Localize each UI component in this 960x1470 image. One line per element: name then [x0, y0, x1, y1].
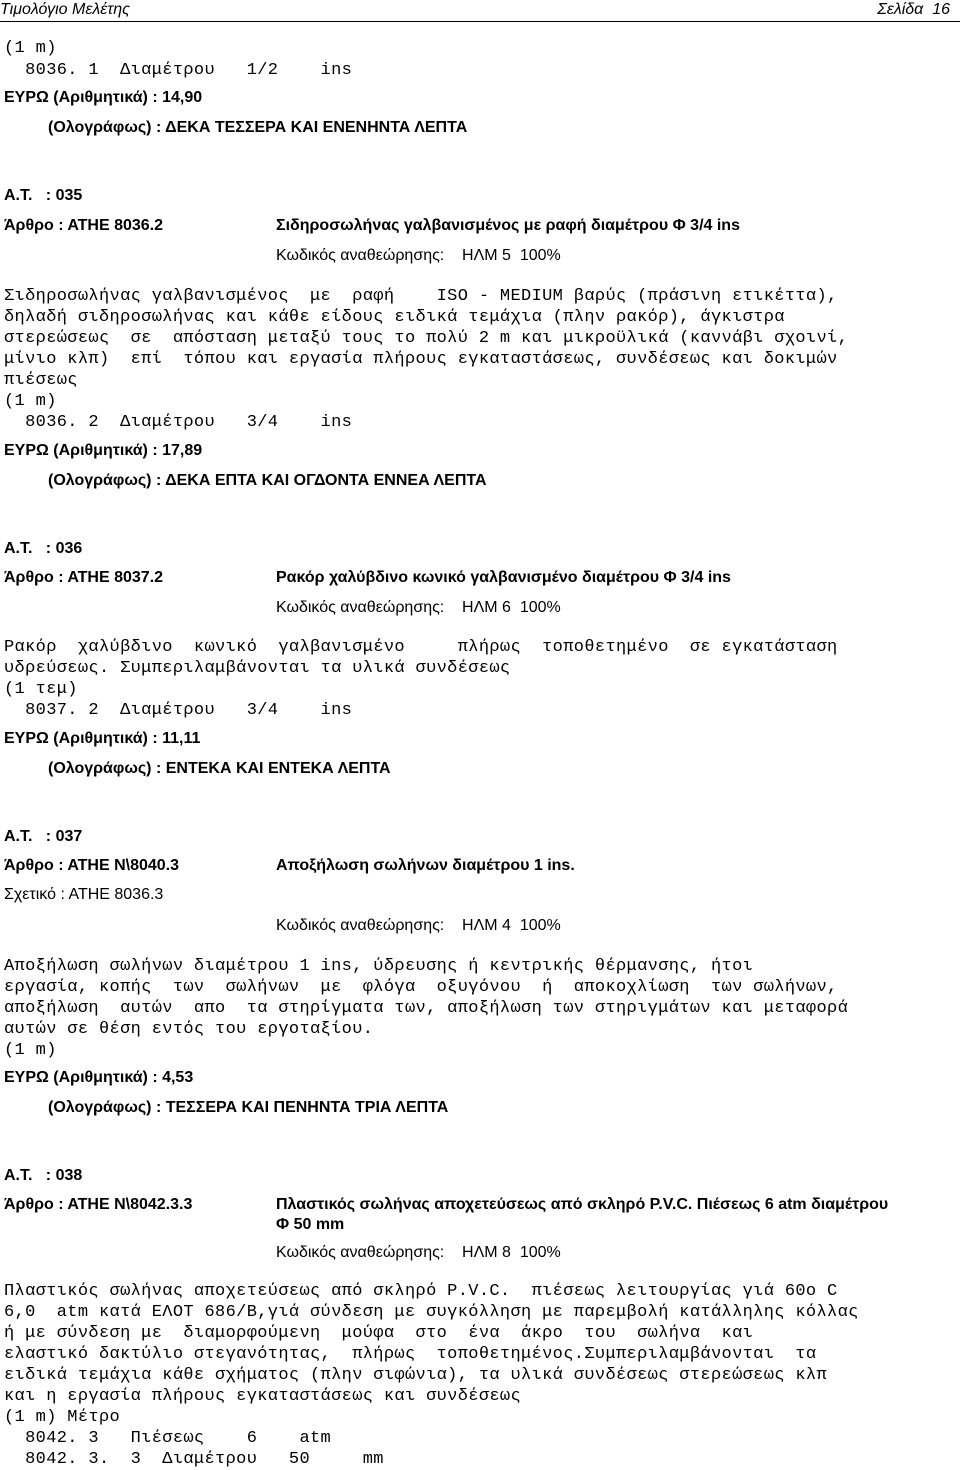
price-words: (Ολογράφως) : ΔΕΚΑ ΤΕΣΣΕΡΑ ΚΑΙ ΕΝΕΝΗΝΤΑ ΛΕΠΤΑ [48, 119, 468, 136]
item-title: Πλαστικός σωλήνας αποχετεύσεως από σκληρό P.V.C. Πιέσεως 6 atm διαμέτρου [276, 1196, 889, 1213]
unit-label: (1 m) [4, 1041, 57, 1060]
desc-line: στερεώσεως σε απόσταση μεταξύ τους το πολύ 2 m και μικροϋλικά (καννάβι σχοινί, [4, 329, 849, 348]
desc-line: Σιδηροσωλήνας γαλβανισμένος με ραφή ISO - MEDIUM βαρύς (πράσινη ετικέττα), [4, 287, 838, 306]
revision-code: Κωδικός αναθεώρησης: ΗΛΜ 6 100% [276, 599, 561, 616]
variant-line: 8036. 2 Διαμέτρου 3/4 ins [4, 413, 353, 432]
item-code: Α.Τ. : 036 [4, 540, 83, 557]
revision-code: Κωδικός αναθεώρησης: ΗΛΜ 8 100% [276, 1244, 561, 1261]
item-article: Άρθρο : ΑΤΗΕ 8037.2 [4, 569, 164, 586]
revision-code: Κωδικός αναθεώρησης: ΗΛΜ 4 100% [276, 917, 561, 934]
item-title: Σιδηροσωλήνας γαλβανισμένος με ραφή διαμέτρου Φ 3/4 ins [276, 217, 740, 234]
item-article: Άρθρο : ΑΤΗΕ Ν\8040.3 [4, 857, 180, 874]
desc-line: 6,0 atm κατά ΕΛΟΤ 686/Β,γιά σύνδεση με συγκόλληση με παρεμβολή κατάλληλης κόλλας [4, 1303, 859, 1322]
desc-line: ελαστικό δακτύλιο στεγανότητας, πλήρως τοποθετημένος.Συμπεριλαμβάνονται τα [4, 1345, 817, 1364]
item-title: Ρακόρ χαλύβδινο κωνικό γαλβανισμένο διαμέτρου Φ 3/4 ins [276, 569, 731, 586]
desc-line: Ρακόρ χαλύβδινο κωνικό γαλβανισμένο πλήρως τοποθετημένο σε εγκατάσταση [4, 638, 838, 657]
variant-line: 8042. 3 Πιέσεως 6 atm [4, 1429, 332, 1448]
price-numeric: ΕΥΡΩ (Αριθμητικά) : 17,89 [4, 442, 203, 459]
desc-line: Αποξήλωση σωλήνων διαμέτρου 1 ins, ύδρευσης ή κεντρικής θέρμανσης, ήτοι [4, 957, 754, 976]
desc-line: και η εργασία πλήρους εγκαταστάσεως και συνδέσεως [4, 1387, 522, 1406]
price-numeric: ΕΥΡΩ (Αριθμητικά) : 14,90 [4, 89, 203, 106]
desc-line: Πλαστικός σωλήνας αποχετεύσεως από σκληρό P.V.C. πιέσεως λειτουργίας γιά 60o C [4, 1282, 838, 1301]
header-divider [0, 21, 960, 22]
unit-label: (1 m) [4, 39, 57, 58]
revision-code: Κωδικός αναθεώρησης: ΗΛΜ 5 100% [276, 247, 561, 264]
desc-line: δηλαδή σιδηροσωλήνας και κάθε είδους ειδικά τεμάχια (πλην ρακόρ), άγκιστρα [4, 308, 785, 327]
desc-line: αυτών σε θέση εντός του εργοταξίου. [4, 1020, 374, 1039]
page-number: Σελίδα 16 [877, 1, 950, 18]
variant-line: 8037. 2 Διαμέτρου 3/4 ins [4, 701, 353, 720]
unit-label: (1 m) Μέτρο [4, 1408, 121, 1427]
desc-line: αποξήλωση αυτών απο τα στηρίγματα των, αποξήλωση των στηριγμάτων και μεταφορά [4, 999, 849, 1018]
desc-line: υδρεύσεως. Συμπεριλαμβάνονται τα υλικά συνδέσεως [4, 659, 511, 678]
item-code: Α.Τ. : 035 [4, 187, 83, 204]
variant-line: 8036. 1 Διαμέτρου 1/2 ins [4, 61, 353, 80]
desc-line: ή με σύνδεση με διαμορφούμενη μούφα στο ένα άκρο του σωλήνα και [4, 1324, 754, 1343]
desc-line: πιέσεως [4, 371, 78, 390]
document-title: Τιμολόγιο Μελέτης [0, 1, 130, 18]
desc-line: ειδικά τεμάχια κάθε σχήματος (πλην σιφώνια), τα υλικά συνδέσεως στερεώσεως κλπ [4, 1366, 828, 1385]
item-code: Α.Τ. : 038 [4, 1167, 83, 1184]
related-article: Σχετικό : ΑΤΗΕ 8036.3 [4, 886, 164, 903]
item-title-continued: Φ 50 mm [276, 1216, 345, 1233]
item-title: Αποξήλωση σωλήνων διαμέτρου 1 ins. [276, 857, 575, 874]
item-article: Άρθρο : ΑΤΗΕ Ν\8042.3.3 [4, 1196, 193, 1213]
desc-line: μίνιο κλπ) επί τόπου και εργασία πλήρους εγκαταστάσεως, συνδέσεως και δοκιμών [4, 350, 838, 369]
desc-line: εργασία, κοπής των σωλήνων με φλόγα οξυγόνου ή αποκοχλίωση των σωλήνων, [4, 978, 838, 997]
price-words: (Ολογράφως) : ΕΝΤΕΚΑ ΚΑΙ ΕΝΤΕΚΑ ΛΕΠΤΑ [48, 760, 391, 777]
price-numeric: ΕΥΡΩ (Αριθμητικά) : 11,11 [4, 730, 201, 747]
price-words: (Ολογράφως) : ΤΕΣΣΕΡΑ ΚΑΙ ΠΕΝΗΝΤΑ ΤΡΙΑ ΛΕΠΤΑ [48, 1099, 449, 1116]
unit-label: (1 τεμ) [4, 680, 78, 699]
variant-line: 8042. 3. 3 Διαμέτρου 50 mm [4, 1450, 384, 1469]
item-code: Α.Τ. : 037 [4, 828, 83, 845]
item-article: Άρθρο : ΑΤΗΕ 8036.2 [4, 217, 164, 234]
price-words: (Ολογράφως) : ΔΕΚΑ ΕΠΤΑ ΚΑΙ ΟΓΔΟΝΤΑ ΕΝΝΕΑ ΛΕΠΤΑ [48, 472, 487, 489]
price-numeric: ΕΥΡΩ (Αριθμητικά) : 4,53 [4, 1069, 194, 1086]
unit-label: (1 m) [4, 392, 57, 411]
